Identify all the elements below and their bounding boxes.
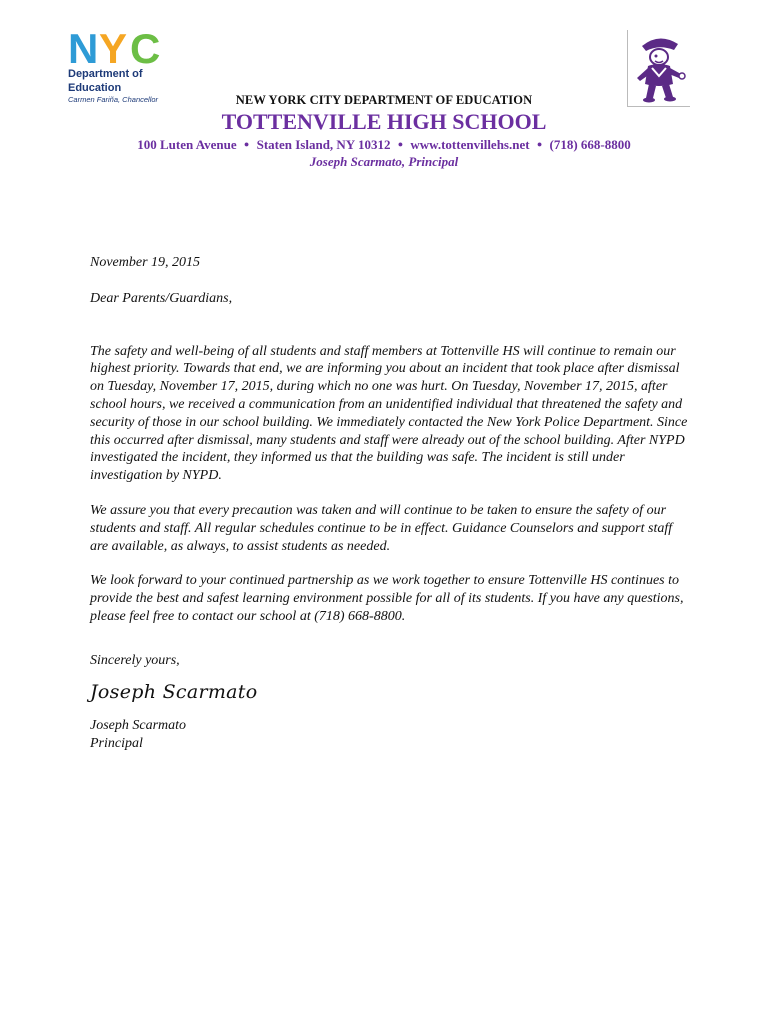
principal-name: Joseph Scarmato, Principal [309,154,459,169]
logo-department-line2: Education [68,82,122,94]
letter-body [90,254,690,753]
street-address: 100 Luten Avenue [137,137,237,152]
salutation: Dear Parents/Guardians, [90,290,233,306]
school-name: TOTTENVILLE HIGH SCHOOL [221,109,547,134]
city-address: Staten Island, NY 10312 [256,137,391,152]
bullet-separator: ● [243,139,250,149]
letterhead [0,93,768,170]
signer-name: Joseph Scarmato [90,718,187,734]
letter-date: November 19, 2015 [90,255,201,270]
closing: Sincerely yours, [90,652,180,668]
contact-line [0,137,768,153]
nyc-letters-icon [68,30,170,66]
phone-number: (718) 668-8800 [549,137,631,152]
signature: Joseph Scarmato [90,680,258,703]
logo-department-line1: Department of [68,68,143,80]
bullet-separator: ● [536,139,543,149]
logo-chancellor: Carmen Fariña, Chancellor [68,95,159,104]
paragraph-incident: The safety and well-being of all students and staff members at Tottenville HS will continue to remain our highest priority. Towards that end, we are informing you about an incident that took place after dismissal on Tuesday, November 17, 2015, during which no one was hurt. On Tuesday, November 17, 2015, after school hours, we received a communication from an unidentified individual that threatened the safety and security of those in our school building. We immediately contacted the New York Police Department. Since this occurred after dismissal, many students and staff were already out of the school building. After NYPD investigated the incident, they informed us that the building was safe. The incident is still under investigation by NYPD. [90,343,688,484]
bullet-separator: ● [397,139,404,149]
website-link[interactable]: www.tottenvillehs.net [410,137,530,152]
paragraph-assurance: We assure you that every precaution was taken and will continue to be taken to ensure the safety of our students and staff. All regular schedules continue to be in effect. Guidance Counselors and support staff are available, as always, to assist students as needed. [90,502,673,554]
signer-title: Principal [90,736,143,752]
paragraph-partnership: We look forward to your continued partnership as we work together to ensure Tottenville HS continues to provide the best and safest learning environment possible for all of its students. If you have any questions, please feel free to contact our school at (718) 668-8800. [90,573,684,624]
svg-text:C: C [130,30,161,66]
svg-text:N: N [68,30,97,66]
svg-text:Y: Y [99,30,126,66]
department-name: NEW YORK CITY DEPARTMENT OF EDUCATION [235,93,533,107]
